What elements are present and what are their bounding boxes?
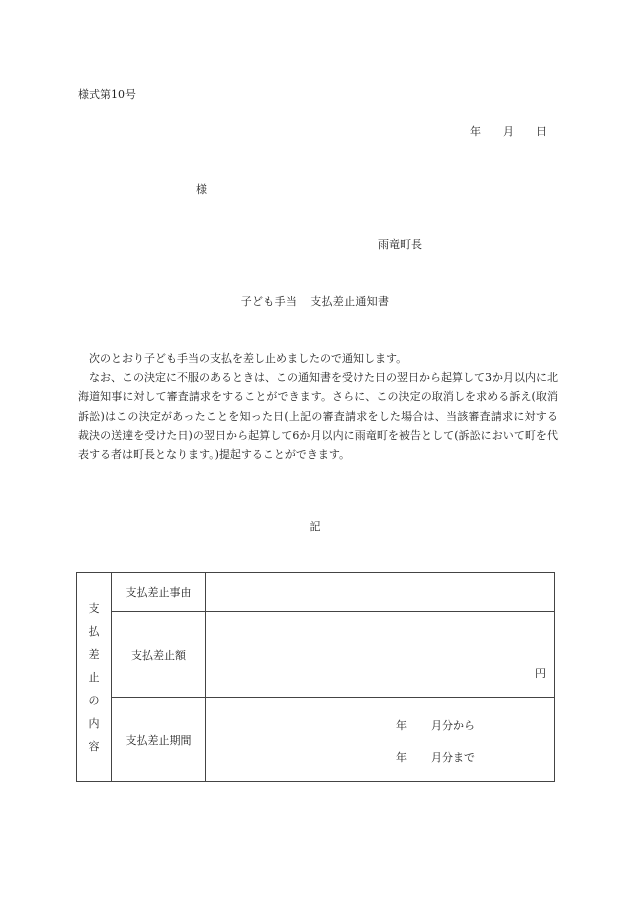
- vertical-char: 差: [88, 647, 100, 661]
- date-month-label: 月: [503, 125, 514, 138]
- period-to: [396, 749, 475, 765]
- body-text: [78, 349, 558, 464]
- form-number: 様式第10号: [78, 88, 136, 101]
- amount-label: 支払差止額: [112, 612, 206, 698]
- document-title: [0, 293, 630, 309]
- recipient-honorific: 様: [196, 183, 207, 196]
- period-value[interactable]: [206, 698, 555, 782]
- vertical-char: 止: [88, 670, 100, 684]
- amount-unit: 円: [535, 667, 546, 680]
- reason-value[interactable]: [206, 573, 555, 612]
- table-row-reason: [77, 573, 555, 612]
- title-part1: 子ども手当: [240, 295, 298, 308]
- vertical-char: 払: [88, 624, 100, 638]
- vertical-char: 内: [88, 716, 100, 730]
- vertical-char: 容: [88, 739, 100, 753]
- body-paragraph-2: なお、この決定に不服のあるときは、この通知書を受けた日の翌日から起算して3か月以内に北海道知事に対して審査請求をすることができます。さらに、この決定の取消しを求める訴え(取消訴訟)はこの決定があったことを知った日(上記の審査請求をした場合は、当該審査請求に対する裁決の送達を受けた日)の翌日から起算して6か月以内に雨竜町を被告として(訴訟において町を代表する者は町長となります。)提起することができます。: [78, 371, 558, 462]
- amount-value[interactable]: [206, 612, 555, 698]
- vertical-char: の: [88, 693, 100, 707]
- title-part2: 支払差止通知書: [310, 295, 390, 308]
- details-table: [76, 572, 555, 782]
- date-day-label: 日: [536, 125, 547, 138]
- table-row-amount: [77, 612, 555, 698]
- reason-label: 支払差止事由: [112, 573, 206, 612]
- period-from: [396, 717, 475, 733]
- date-year-label: 年: [470, 125, 481, 138]
- period-from-month: 月分から: [431, 719, 475, 732]
- body-paragraph-1: 次のとおり子ども手当の支払を差し止めましたので通知します。: [89, 352, 408, 365]
- date-line: [470, 123, 547, 139]
- vertical-header: [77, 573, 112, 782]
- sender-name: 雨竜町長: [378, 238, 422, 251]
- table-row-period: [77, 698, 555, 782]
- ki-heading: 記: [309, 520, 321, 533]
- period-from-year: 年: [396, 719, 407, 732]
- period-to-month: 月分まで: [431, 751, 475, 764]
- vertical-char: 支: [88, 601, 100, 615]
- period-to-year: 年: [396, 751, 407, 764]
- period-label: 支払差止期間: [112, 698, 206, 782]
